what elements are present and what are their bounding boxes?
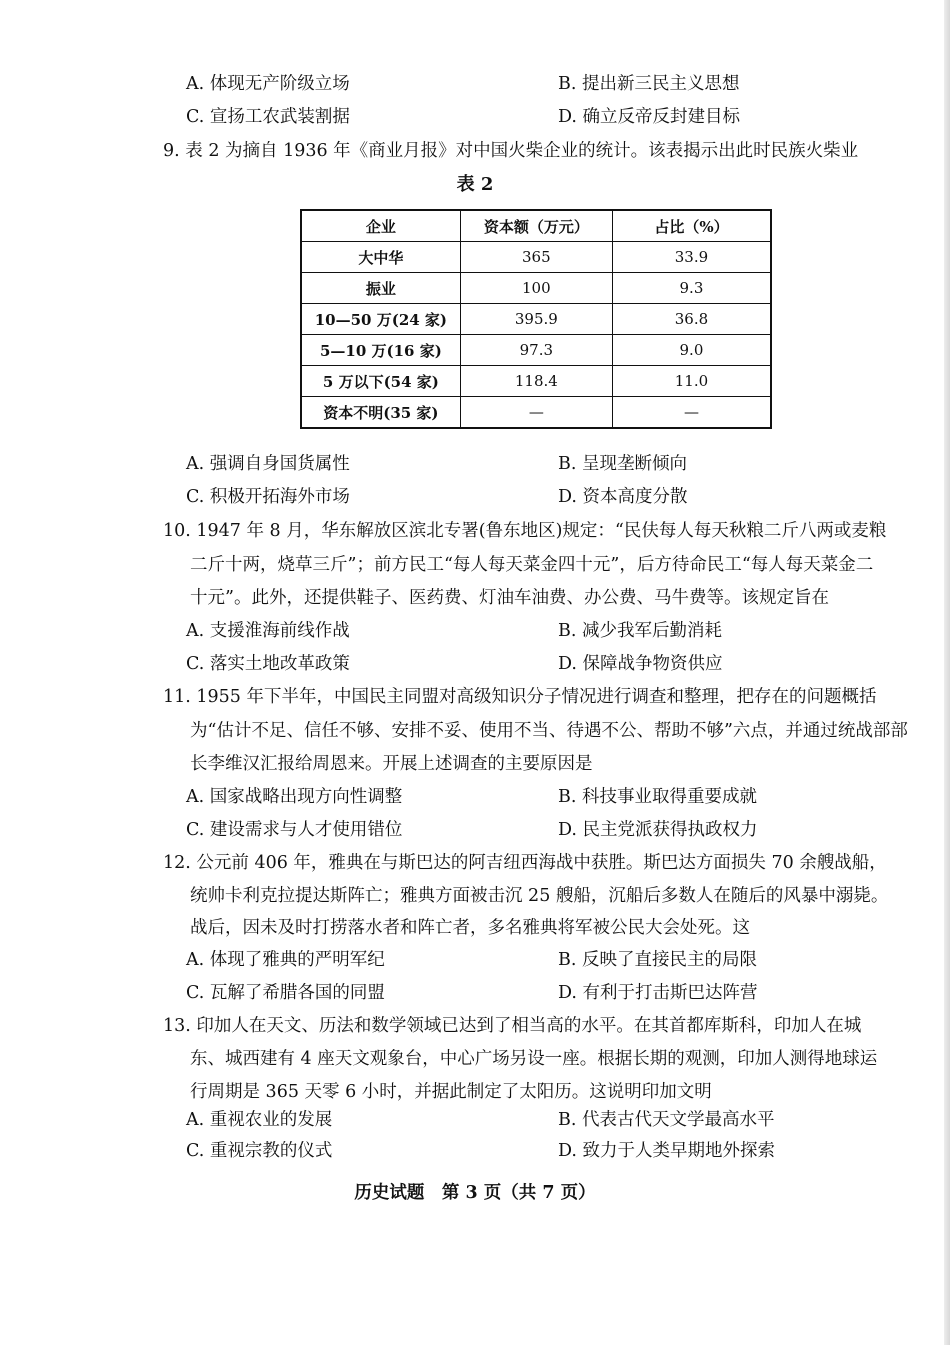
q10-options-row-1 [0,615,950,647]
page-footer: 历史试题 第 3 页（共 7 页） [354,1183,596,1203]
cell-capital: — [460,397,612,429]
q12-option-d: D. 有利于打击斯巴达阵营 [558,983,758,1003]
q11-option-c: C. 建设需求与人才使用错位 [186,820,403,840]
q11-option-a: A. 国家战略出现方向性调整 [186,787,403,807]
q8-options-row-2 [0,101,950,133]
table-row [301,273,771,304]
q11-stem-line-1: 11. 1955 年下半年，中国民主同盟对高级知识分子情况进行调查和整理，把存在的问题概括 [163,687,877,707]
cell-capital: 97.3 [460,335,612,366]
q13-options-row-1 [0,1104,950,1136]
cell-enterprise: 5 万以下(54 家) [301,366,460,397]
q13-option-a: A. 重视农业的发展 [186,1110,333,1130]
q8-option-d: D. 确立反帝反封建目标 [558,107,741,127]
cell-share: 33.9 [612,242,771,273]
q11-stem-line-2: 为“估计不足、信任不够、安排不妥、使用不当、待遇不公、帮助不够”六点，并通过统战部部 [190,721,908,741]
cell-capital: 100 [460,273,612,304]
q9-options-row-1 [0,448,950,480]
q11-options-row-2 [0,814,950,846]
cell-enterprise: 5—10 万(16 家) [301,335,460,366]
q9-stem: 9. 表 2 为摘自 1936 年《商业月报》对中国火柴企业的统计。该表揭示出此时民族火柴业 [163,141,859,161]
scan-edge-shadow [944,0,950,1345]
q8-option-b: B. 提出新三民主义思想 [558,74,740,94]
cell-share: 9.3 [612,273,771,304]
cell-enterprise: 大中华 [301,242,460,273]
cell-enterprise: 振业 [301,273,460,304]
q13-option-b: B. 代表古代天文学最高水平 [558,1110,775,1130]
q13-stem-line-3: 行周期是 365 天零 6 小时，并据此制定了太阳历。这说明印加文明 [190,1082,712,1102]
cell-share: — [612,397,771,429]
q10-option-c: C. 落实土地改革政策 [186,654,350,674]
q12-options-row-2 [0,977,950,1009]
q10-options-row-2 [0,648,950,680]
q13-stem-line-2: 东、城西建有 4 座天文观象台，中心广场另设一座。根据长期的观测，印加人测得地球运 [190,1049,878,1069]
q9-option-b: B. 呈现垄断倾向 [558,454,687,474]
q8-options-row-1 [0,68,950,100]
q12-option-a: A. 体现了雅典的严明军纪 [186,950,385,970]
table-row [301,366,771,397]
q13-option-d: D. 致力于人类早期地外探索 [558,1141,776,1161]
cell-share: 36.8 [612,304,771,335]
q10-option-d: D. 保障战争物资供应 [558,654,723,674]
q12-stem-line-1: 12. 公元前 406 年，雅典在与斯巴达的阿吉纽西海战中获胜。斯巴达方面损失 70 余艘战船， [163,853,887,873]
q10-stem-line-3: 十元”。此外，还提供鞋子、医药费、灯油车油费、办公费、马牛费等。该规定旨在 [190,588,829,608]
q13-options-row-2 [0,1135,950,1167]
table-row [301,304,771,335]
q12-option-b: B. 反映了直接民主的局限 [558,950,757,970]
q9-options-row-2 [0,481,950,513]
q13-option-c: C. 重视宗教的仪式 [186,1141,333,1161]
q11-option-b: B. 科技事业取得重要成就 [558,787,757,807]
q10-stem-line-2: 二斤十两，烧草三斤”；前方民工“每人每天菜金四十元”，后方待命民工“每人每天菜金二 [190,555,874,575]
q13-stem-line-1: 13. 印加人在天文、历法和数学领域已达到了相当高的水平。在其首都库斯科，印加人在城 [163,1016,862,1036]
match-industry-table [300,209,772,429]
q11-options-row-1 [0,781,950,813]
q8-option-c: C. 宣扬工农武装割据 [186,107,350,127]
q9-option-d: D. 资本高度分散 [558,487,688,507]
table-row [301,335,771,366]
table-header-row [301,210,771,242]
cell-share: 11.0 [612,366,771,397]
table-row [301,242,771,273]
cell-enterprise: 资本不明(35 家) [301,397,460,429]
q9-option-a: A. 强调自身国货属性 [186,454,350,474]
header-share: 占比（%） [612,210,771,242]
q11-stem-line-3: 长李维汉汇报给周恩来。开展上述调查的主要原因是 [190,754,593,774]
cell-capital: 365 [460,242,612,273]
header-capital: 资本额（万元） [460,210,612,242]
cell-share: 9.0 [612,335,771,366]
q12-stem-line-3: 战后，因未及时打捞落水者和阵亡者，多名雅典将军被公民大会处死。这 [190,918,750,938]
q12-stem-line-2: 统帅卡利克拉提达斯阵亡；雅典方面被击沉 25 艘船，沉船后多数人在随后的风暴中溺毙。 [190,886,889,906]
q12-options-row-1 [0,944,950,976]
header-enterprise: 企业 [301,210,460,242]
q12-option-c: C. 瓦解了希腊各国的同盟 [186,983,385,1003]
q11-option-d: D. 民主党派获得执政权力 [558,820,758,840]
table-row [301,397,771,429]
cell-enterprise: 10—50 万(24 家) [301,304,460,335]
q8-option-a: A. 体现无产阶级立场 [186,74,350,94]
q10-option-a: A. 支援淮海前线作战 [186,621,350,641]
table-caption: 表 2 [456,174,494,195]
q10-option-b: B. 减少我军后勤消耗 [558,621,722,641]
q9-option-c: C. 积极开拓海外市场 [186,487,350,507]
cell-capital: 118.4 [460,366,612,397]
q10-stem-line-1: 10. 1947 年 8 月，华东解放区滨北专署(鲁东地区)规定：“民伕每人每天秋粮二斤八两或麦粮 [163,521,887,541]
cell-capital: 395.9 [460,304,612,335]
